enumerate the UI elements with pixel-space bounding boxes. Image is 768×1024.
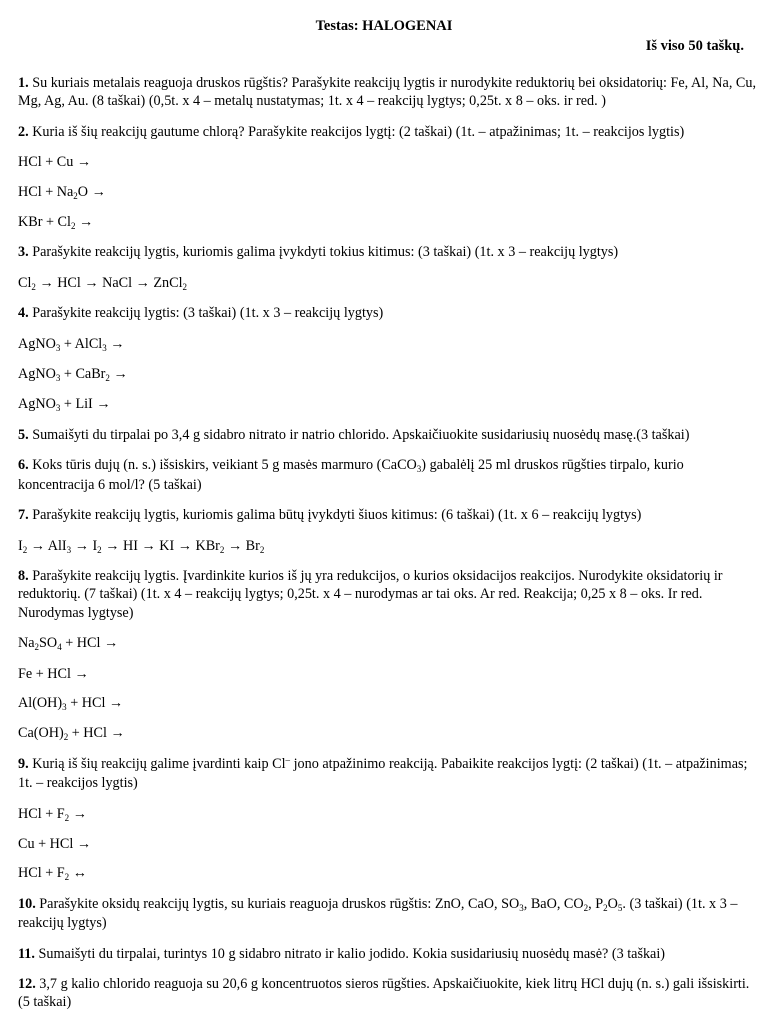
equation: HCl + $Na_2O$ → bbox=[18, 183, 106, 201]
equation: HCl + $F_2$ → bbox=[18, 805, 87, 823]
question-9: 9. Kurią iš šių reakcijų galime įvardinti kaip Cl– jono atpažinimo reakciją. Pabaikite reakcijos lygtį: (2 taškai) (1t. – atpažinimas; 1t. – reakcijos lygtis) bbox=[18, 754, 748, 792]
question-6: 6. Koks tūris dujų (n. s.) išsiskirs, veikiant 5 g masės marmuro (CaCO$_3$) gabalėlį 25 ml druskos rūgšties tirpalo, kurio koncentracija 6 mol/l? (5 taškai) bbox=[18, 457, 684, 493]
equation: $Al(OH)_3$ + HCl → bbox=[18, 694, 124, 712]
question-number: 12. bbox=[18, 976, 36, 992]
question-5 bbox=[18, 426, 758, 444]
equation: AgNO$_3$ + AlCl$_3$ → bbox=[18, 335, 125, 353]
equation: KBr + $Cl_2$ → bbox=[18, 214, 94, 232]
question-11 bbox=[18, 945, 758, 963]
question-number: 1. bbox=[18, 75, 29, 91]
question-2 bbox=[18, 123, 758, 141]
page-title: Testas: HALOGENAI bbox=[315, 18, 453, 34]
equation: Cu + HCl → bbox=[18, 835, 92, 852]
question-text: Sumaišyti du tirpalai po 3,4 g sidabro nitrato ir natrio chlorido. Apskaičiuokite susidariusių nuosėdų masę.(3 taškai) bbox=[32, 426, 690, 443]
question-number: 7. bbox=[18, 507, 29, 524]
question-number: 6. bbox=[18, 457, 29, 474]
question-number: 10. bbox=[18, 895, 36, 912]
question-8 bbox=[18, 567, 758, 622]
question-number: 8. bbox=[18, 567, 29, 584]
equation: Fe + HCl → bbox=[18, 665, 89, 682]
question-text: Parašykite reakcijų lygtis, kuriomis galima būtų įvykdyti šiuos kitimus: (6 taškai) (1t. x 6 – reakcijų lygtys) bbox=[32, 507, 642, 524]
equation: HCl + Cu → bbox=[18, 154, 92, 171]
question-text: Su kuriais metalais reaguoja druskos rūgštis? Parašykite reakcijų lygtis ir nurodykite reduktorių bei oksidatorių: Fe, Al, Na, Cu, Mg, Ag, Au. (8 taškai) (0,5t. x 4 – metalų nustatymas; 1t. x 4 – reakcijų lygtys; 0,25t. x 8 – oks. ir red. ) bbox=[18, 75, 757, 110]
question-number: 9. bbox=[18, 755, 29, 772]
question-4 bbox=[18, 304, 758, 322]
question-text: Parašykite reakcijų lygtis. Įvardinkite kurios iš jų yra redukcijos, o kurios oksidacijos reakcijos. Nurodykite oksidatorių ir reduktorių. (7 taškai) (1t. x 4 – reakcijų lygtys; 0,25t. x 4 – nurodymas ar tai oks. Ar red. Reakcija; 0,25 x 8 – oks. Ir red. Nurodymas lygtyse) bbox=[18, 567, 723, 621]
total-points: Iš viso 50 taškų. bbox=[645, 38, 744, 54]
equation: $Na_2SO_4$ + HCl → bbox=[18, 635, 119, 653]
question-3 bbox=[18, 243, 758, 261]
question-12 bbox=[18, 975, 758, 1012]
question-number: 2. bbox=[18, 123, 29, 140]
conversion-chain: $I_2 \to AlI_3 \to I_2$ → HI → KI → $KBr_2 \to Br_2$ bbox=[18, 537, 265, 555]
question-text: 3,7 g kalio chlorido reaguoja su 20,6 g koncentruotos sieros rūgšties. Apskaičiuokite, kiek litrų HCl dujų (n. s.) gali išsiskirti. (5 taškai) bbox=[18, 976, 750, 1011]
equation: $Ca(OH)_2$ + HCl → bbox=[18, 725, 125, 743]
question-7 bbox=[18, 506, 758, 524]
conversion-chain: $Cl_2$ → HCl → NaCl → ZnCl$_2$ bbox=[18, 274, 188, 292]
question-text: Sumaišyti du tirpalai, turintys 10 g sidabro nitrato ir kalio jodido. Kokia susidariusių nuosėdų masė? (3 taškai) bbox=[38, 945, 666, 962]
questions bbox=[18, 74, 758, 1024]
question-number: 11. bbox=[18, 945, 35, 962]
question-text: Parašykite reakcijų lygtis: (3 taškai) (1t. x 3 – reakcijų lygtys) bbox=[32, 305, 384, 322]
question-number: 3. bbox=[18, 244, 29, 261]
question-number: 4. bbox=[18, 305, 29, 322]
equation: AgNO$_3$ + CaBr$_2$ → bbox=[18, 366, 128, 384]
question-1 bbox=[18, 74, 758, 111]
equation: HCl + $F_2$ ↔ bbox=[18, 865, 87, 883]
question-text: Parašykite reakcijų lygtis, kuriomis galima įvykdyti tokius kitimus: (3 taškai) (1t. x 3 – reakcijų lygtys) bbox=[32, 244, 619, 261]
question-10: 10. Parašykite oksidų reakcijų lygtis, su kuriais reaguoja druskos rūgštis: ZnO, CaO, $SO_3$, BaO, $CO_2$, $P_2O_5$. (3 taškai) (1t. x 3 – reakcijų lygtys) bbox=[18, 895, 738, 932]
equation: AgNO$_3$ + LiI → bbox=[18, 396, 111, 414]
question-text: Kuria iš šių reakcijų gautume chlorą? Parašykite reakcijos lygtį: (2 taškai) (1t. – atpažinimas; 1t. – reakcijos lygtis) bbox=[32, 123, 685, 140]
question-number: 5. bbox=[18, 426, 29, 443]
